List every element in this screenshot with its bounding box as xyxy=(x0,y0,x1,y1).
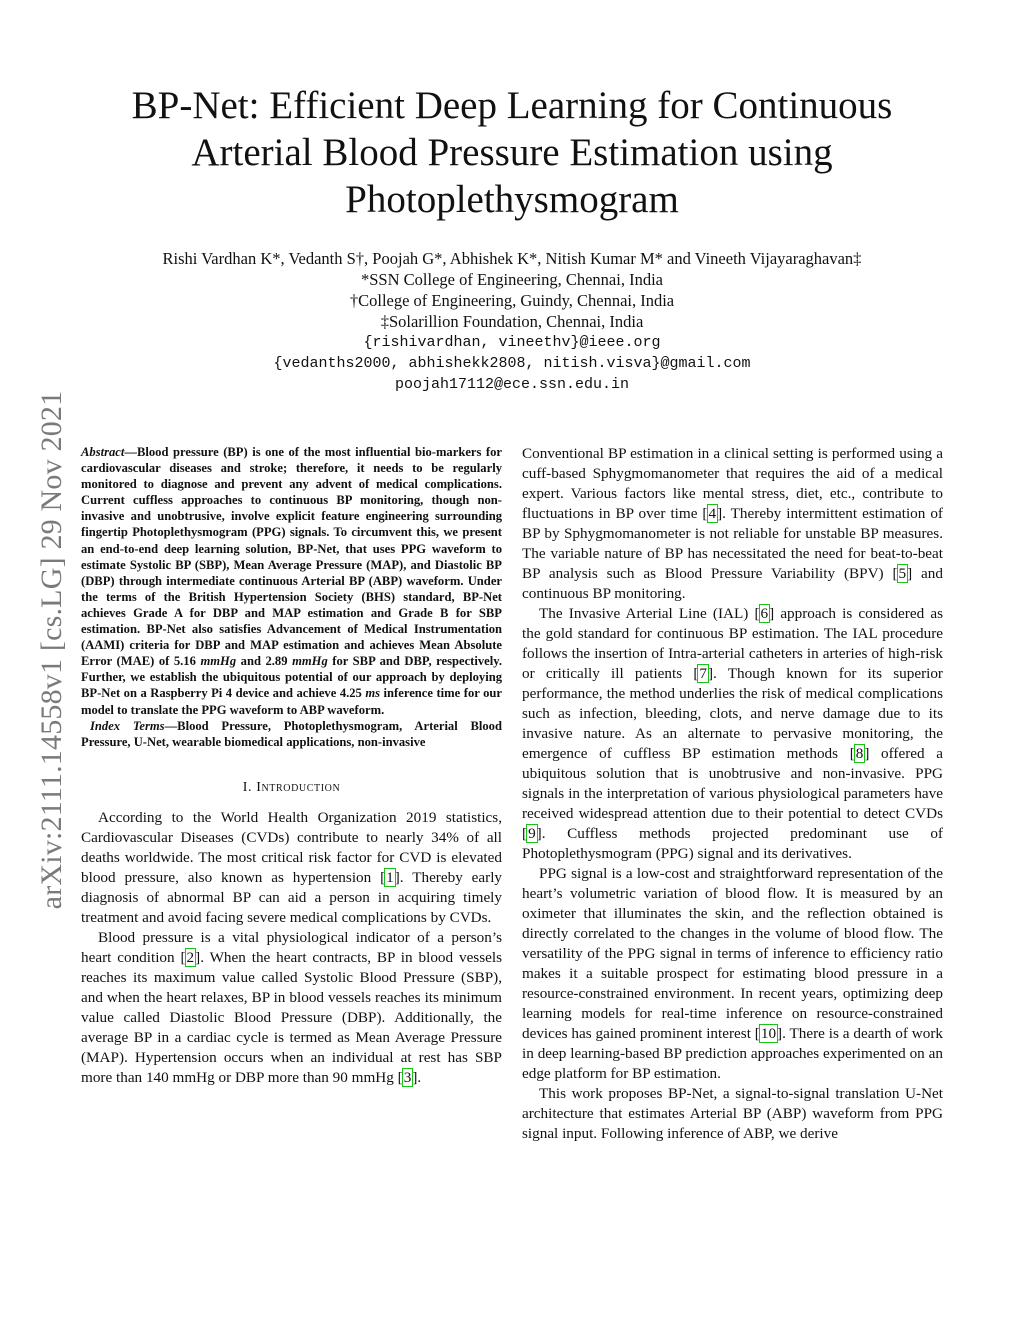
citation-link-2[interactable]: 2 xyxy=(186,948,195,966)
citation-link-3[interactable]: 3 xyxy=(403,1068,412,1086)
author-names: Rishi Vardhan K*, Vedanth S†, Poojah G*, Abhishek K*, Nitish Kumar M* and Vineeth Vijayaraghavan‡ xyxy=(162,249,862,268)
arxiv-identifier: arXiv:2111.14558v1 [cs.LG] 29 Nov 2021 xyxy=(35,390,68,910)
email-ieee[interactable]: {rishivardhan, vineethv}@ieee.org xyxy=(363,334,661,351)
left-column xyxy=(81,444,502,1088)
paper-title: BP-Net: Efficient Deep Learning for Continuous Arterial Blood Pressure Estimation using Photoplethysmogram xyxy=(131,84,893,221)
citation-link-6[interactable]: 6 xyxy=(760,605,769,622)
email-ssn[interactable]: poojah17112@ece.ssn.edu.in xyxy=(394,376,630,393)
affiliation-ssn: *SSN College of Engineering, Chennai, India xyxy=(361,270,663,289)
citation-link-7[interactable]: 7 xyxy=(699,665,707,682)
citation-link-1[interactable]: 1 xyxy=(386,868,394,886)
unit-mmhg-2: mmHg xyxy=(292,654,328,669)
abstract-text-3: for SBP and DBP, respectively. Further, we establish the ubiquitous potential of our approach by deploying BP-Net on a Raspberry Pi 4 device and achieve 4.25 xyxy=(81,654,502,701)
citation-link-9[interactable]: 9 xyxy=(528,825,536,842)
citation-link-10[interactable]: 10 xyxy=(760,1025,777,1042)
section-number: I. xyxy=(242,779,257,795)
paragraph-this-work: This work proposes BP-Net, a signal-to-signal translation U-Net architecture that estimates Arterial BP (ABP) waveform from PPG signal input. Following inference of ABP, we derive xyxy=(522,1085,943,1142)
citation-link-5[interactable]: 5 xyxy=(898,565,907,582)
section-heading-introduction xyxy=(81,780,502,796)
unit-ms: ms xyxy=(365,686,381,701)
affiliation-solarillion: ‡Solarillion Foundation, Chennai, India xyxy=(380,312,644,331)
paragraph-conventional-bp: Conventional BP estimation in a clinical setting is performed using a cuff-based Sphygmomanometer that requires the aid of a medical expert. Various factors like mental stress, diet, etc., contribute to fluctuations in BP over time [4]. Thereby intermittent estimation of BP by Sphygmomanometer is not reliable for unstable BP measures. The variable nature of BP has necessitated the need for beat-to-beat BP analysis such as Blood Pressure Variability (BPV) [5] and continuous BP monitoring. xyxy=(522,445,943,602)
paragraph-intro-1: According to the World Health Organization 2019 statistics, Cardiovascular Diseases (CVDs) contribute to nearly 34% of all deaths worldwide. The most critical risk factor for CVD is elevated blood pressure, also known as hypertension [1]. Thereby early diagnosis of abnormal BP can aid a person in acquiring timely treatment and avoid facing severe medical complications by CVDs. xyxy=(81,808,503,926)
paragraph-intro-2: Blood pressure is a vital physiological indicator of a person’s heart condition [2]. When the heart contracts, BP in blood vessels reaches its maximum value called Systolic Blood Pressure (SBP), and when the heart relaxes, BP in blood vessels reaches its minimum value called Diastolic Blood Pressure (DBP). Additionally, the average BP in a cardiac cycle is termed as Mean Average Pressure (MAP). Hypertension occurs when an individual at rest has SBP more than 140 mmHg or DBP more than 90 mmHg [3]. xyxy=(81,928,503,1086)
affiliation-ceg: †College of Engineering, Guindy, Chennai, India xyxy=(349,291,675,310)
citation-link-8[interactable]: 8 xyxy=(855,745,864,762)
abstract-label: Abstract xyxy=(81,445,125,459)
paragraph-ppg: PPG signal is a low-cost and straightforward representation of the heart’s volumetric variation of blood flow. It is measured by an oximeter that illuminates the skin, and the reflection obtained is directly correlated to the changes in the volume of blood flow. The versatility of the PPG signal in terms of inference to efficiency ratio makes it a suitable prospect for estimating blood pressure in a resource-constrained environment. In recent years, optimizing deep learning models for real-time inference on resource-constrained devices has gained prominent interest [10]. There is a dearth of work in deep learning-based BP prediction approaches experimented on an edge platform for BP estimation. xyxy=(522,865,943,1082)
author-block xyxy=(90,248,934,395)
abstract xyxy=(81,444,502,718)
index-terms-text: —Blood Pressure, Photoplethysmogram, Arterial Blood Pressure, U-Net, wearable biomedical applications, non-invasive xyxy=(81,718,502,749)
abstract-text-4: inference time for our model to translate the PPG waveform to ABP waveform. xyxy=(81,686,502,717)
email-gmail[interactable]: {vedanths2000, abhishekk2808, nitish.visva}@gmail.com xyxy=(273,355,751,372)
abstract-text-2: and 2.89 xyxy=(236,654,293,669)
right-column xyxy=(522,444,943,1144)
section-title: Introduction xyxy=(256,779,341,795)
citation-link-4[interactable]: 4 xyxy=(708,505,717,522)
index-terms-label: Index Terms xyxy=(90,718,165,733)
unit-mmhg-1: mmHg xyxy=(200,654,237,669)
arxiv-sidebar xyxy=(32,330,72,970)
index-terms xyxy=(81,718,502,750)
abstract-text-1: Blood pressure (BP) is one of the most influential bio-markers for cardiovascular diseases and stroke; therefore, it needs to be regularly monitored to diagnose and prevent any advent of medical complications. Current cuffless approaches to continuous BP monitoring, though non-invasive and unobtrusive, involve explicit feature engineering surrounding fingertip Photoplethysmogram (PPG) signals. To circumvent this, we present an end-to-end deep learning solution, BP-Net, that uses PPG waveform to estimate Systolic BP (SBP), Mean Average Pressure (MAP), and Diastolic BP (DBP) through intermediate continuous Arterial BP (ABP) waveform. Under the terms of the British Hypertension Society (BHS) standard, BP-Net achieves Grade A for DBP and MAP estimation and Grade B for SBP estimation. BP-Net also satisfies Advancement of Medical Instrumentation (AAMI) criteria for DBP and MAP estimation and achieves Mean Absolute Error (MAE) of 5.16 xyxy=(81,445,502,669)
paragraph-ial: The Invasive Arterial Line (IAL) [6] approach is considered as the gold standard for continuous BP estimation. The IAL procedure follows the insertion of Intra-arterial catheters in arteries of high-risk or critically ill patients [7]. Though known for its superior performance, the method underlies the risk of medical complications such as infection, bleeding, clots, and nerve damage due to its invasive nature. As an alternate to pervasive monitoring, the emergence of cuffless BP estimation methods [8] offered a ubiquitous solution that is unobtrusive and non-invasive. PPG signals in the interpretation of various physiological parameters have received widespread attention due to their potential to detect CVDs [9]. Cuffless methods projected predominant use of Photoplethysmogram (PPG) signal and its derivatives. xyxy=(522,605,943,862)
abstract-dash: — xyxy=(124,445,137,459)
